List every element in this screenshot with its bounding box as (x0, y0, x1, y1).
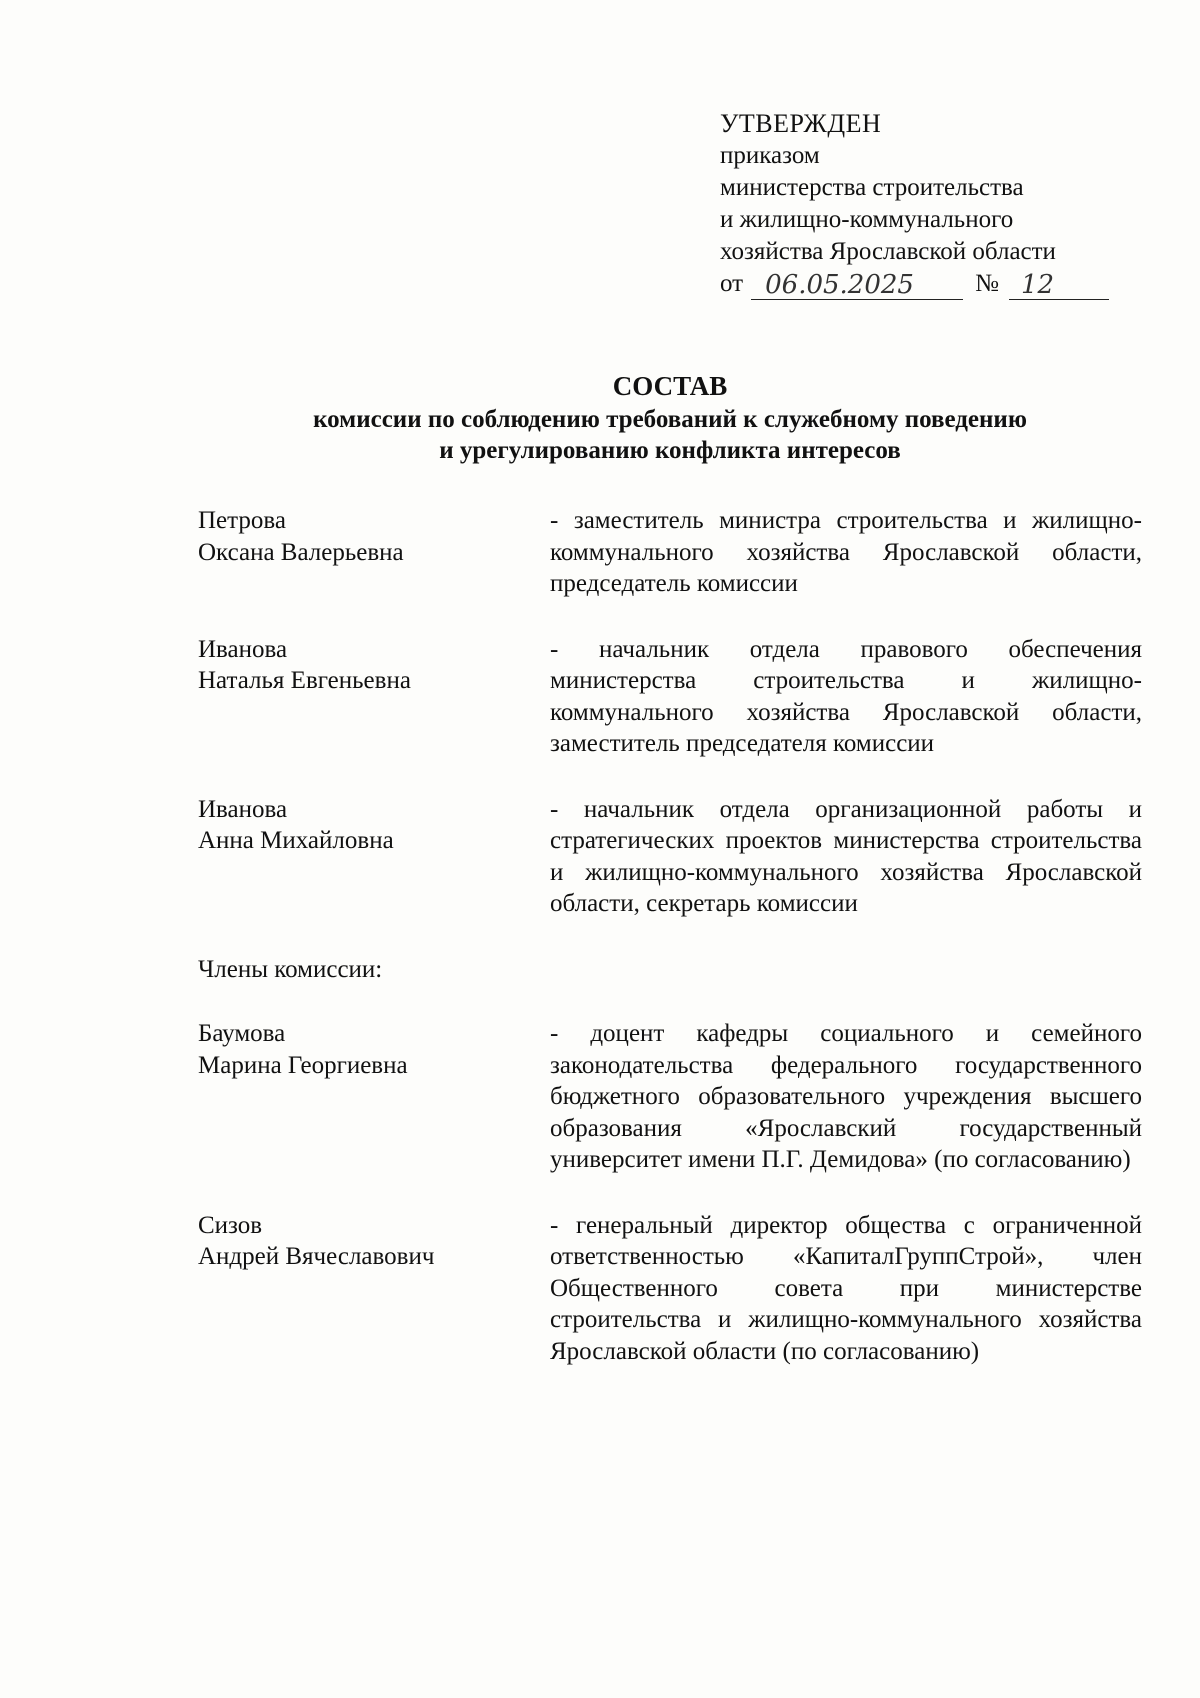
member-row (198, 1210, 1142, 1368)
member-role: - заместитель министра строительства и жилищно-коммунального хозяйства Ярославской области, председатель комиссии (550, 507, 1142, 597)
member-given-name: Наталья Евгеньевна (198, 667, 411, 694)
approval-line: и жилищно-коммунального (720, 206, 1014, 233)
member-name (198, 634, 550, 760)
member-surname: Иванова (198, 635, 288, 663)
member-role: - начальник отдела правового обеспечения министерства строительства и жилищно-коммунального хозяйства Ярославской области, заместитель председателя комиссии (550, 635, 1142, 757)
approval-line: приказом (720, 142, 820, 169)
title-subtitle-line: комиссии по соблюдению требований к служебному поведению (313, 406, 1027, 433)
members-section-label: Члены комиссии: (198, 955, 383, 983)
title-main: СОСТАВ (612, 371, 728, 401)
approval-stamp: УТВЕРЖДЕН (720, 109, 882, 138)
order-number-handwritten: 12 (1009, 270, 1109, 300)
title-subtitle-line: и урегулированию конфликта интересов (439, 437, 901, 464)
approval-line: хозяйства Ярославской области (720, 238, 1056, 265)
member-row (198, 1018, 1142, 1176)
member-given-name: Анна Михайловна (198, 827, 394, 854)
member-name (198, 1018, 550, 1176)
member-name (198, 1210, 550, 1368)
member-row (198, 794, 1142, 920)
member-surname: Сизов (198, 1211, 263, 1239)
date-prefix: от (720, 270, 744, 297)
member-name (198, 794, 550, 920)
member-given-name: Андрей Вячеславович (198, 1243, 435, 1270)
member-name (198, 505, 550, 600)
member-surname: Петрова (198, 507, 286, 534)
approval-line: министерства строительства (720, 174, 1024, 201)
order-date-line (720, 268, 1140, 300)
member-given-name: Оксана Валерьевна (198, 538, 404, 566)
member-surname: Иванова (198, 795, 288, 823)
member-row (198, 634, 1142, 760)
member-given-name: Марина Георгиевна (198, 1051, 408, 1079)
members-list (198, 505, 1142, 1367)
member-surname: Баумова (198, 1020, 286, 1047)
document-title (200, 368, 1140, 466)
member-row (198, 505, 1142, 600)
member-role: - доцент кафедры социального и семейного законодательства федерального государственного бюджетного образовательного учреждения высшего образования «Ярославский государственный университет имени П.Г. Демидова» (по согласованию) (550, 1020, 1142, 1173)
member-role: - генеральный директор общества с ограниченной ответственностью «КапиталГруппСтрой», член Общественного совета при министерстве строительства и жилищно-коммунального хозяйства Ярославской области (по согласованию) (550, 1211, 1142, 1365)
approval-block (720, 108, 1140, 300)
order-date-handwritten: 06.05.2025 (751, 270, 963, 300)
number-prefix: № (975, 270, 999, 297)
member-role: - начальник отдела организационной работы и стратегических проектов министерства строительства и жилищно-коммунального хозяйства Ярославской области, секретарь комиссии (550, 795, 1142, 917)
